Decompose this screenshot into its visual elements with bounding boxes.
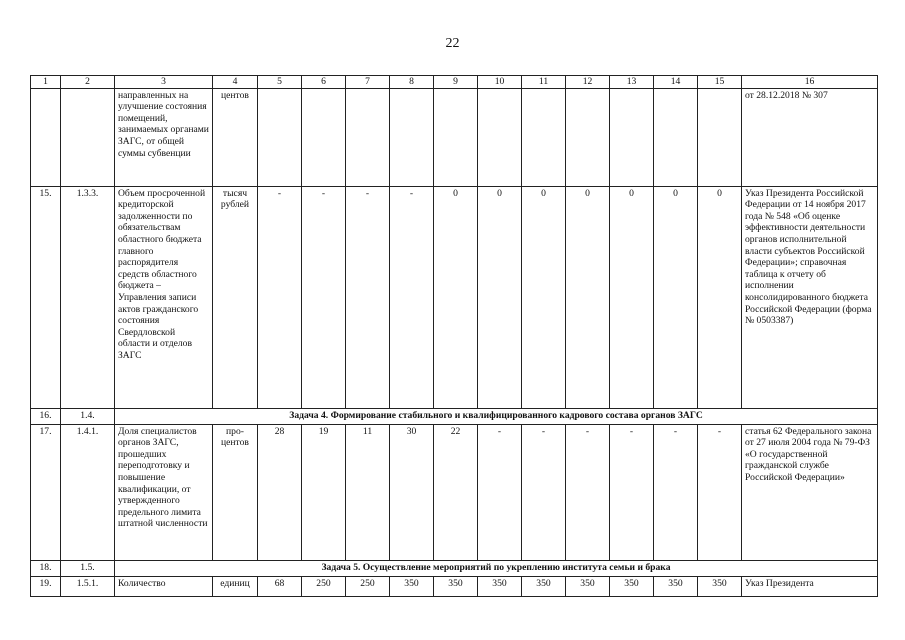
unit-cell: единиц — [213, 576, 258, 596]
value-cell: 0 — [698, 186, 742, 408]
table-row — [31, 424, 878, 560]
value-cell — [654, 88, 698, 186]
row-number-cell: 19. — [31, 576, 61, 596]
task-row — [31, 408, 878, 424]
header-cell: 9 — [434, 76, 478, 89]
value-cell: 350 — [566, 576, 610, 596]
value-cell: 19 — [302, 424, 346, 560]
value-cell: - — [566, 424, 610, 560]
indicator-name-cell: Объем просроченной кредиторской задолженности по обязательствам областного бюджета главного распорядителя средств областного бюджета – Управления записи актов гражданского состояния Свердловской области и отделов ЗАГС — [115, 186, 213, 408]
row-code-cell: 1.3.3. — [61, 186, 115, 408]
value-cell: 22 — [434, 424, 478, 560]
indicator-name-cell: Доля специалистов органов ЗАГС, прошедших переподготовку и повышение квалификации, от утвержденного предельного лимита штатной численности — [115, 424, 213, 560]
value-cell — [390, 88, 434, 186]
header-row — [31, 76, 878, 89]
value-cell: 350 — [522, 576, 566, 596]
row-code-cell: 1.4.1. — [61, 424, 115, 560]
value-cell: 0 — [522, 186, 566, 408]
value-cell: - — [698, 424, 742, 560]
value-cell: 68 — [258, 576, 302, 596]
table-row — [31, 88, 878, 186]
row-code-cell — [61, 88, 115, 186]
row-number-cell: 16. — [31, 408, 61, 424]
source-cell: от 28.12.2018 № 307 — [742, 88, 878, 186]
row-code-cell: 1.4. — [61, 408, 115, 424]
value-cell: 350 — [478, 576, 522, 596]
value-cell — [698, 88, 742, 186]
header-cell: 2 — [61, 76, 115, 89]
unit-cell: тысяч рублей — [213, 186, 258, 408]
value-cell: - — [522, 424, 566, 560]
header-cell: 8 — [390, 76, 434, 89]
task-row — [31, 560, 878, 576]
task-title-cell: Задача 5. Осуществление мероприятий по укреплению института семьи и брака — [115, 560, 878, 576]
header-cell: 12 — [566, 76, 610, 89]
value-cell — [566, 88, 610, 186]
header-cell: 13 — [610, 76, 654, 89]
header-cell: 6 — [302, 76, 346, 89]
value-cell — [610, 88, 654, 186]
header-cell: 10 — [478, 76, 522, 89]
row-number-cell: 17. — [31, 424, 61, 560]
value-cell — [302, 88, 346, 186]
row-number-cell: 18. — [31, 560, 61, 576]
value-cell: 0 — [654, 186, 698, 408]
row-number-cell — [31, 88, 61, 186]
row-code-cell: 1.5. — [61, 560, 115, 576]
value-cell: - — [478, 424, 522, 560]
value-cell — [478, 88, 522, 186]
task-title-cell: Задача 4. Формирование стабильного и квалифицированного кадрового состава органов ЗАГС — [115, 408, 878, 424]
value-cell: 350 — [654, 576, 698, 596]
value-cell — [346, 88, 390, 186]
row-code-cell: 1.5.1. — [61, 576, 115, 596]
value-cell: - — [302, 186, 346, 408]
table-row — [31, 576, 878, 596]
value-cell: - — [610, 424, 654, 560]
header-cell: 1 — [31, 76, 61, 89]
value-cell — [258, 88, 302, 186]
page-number: 22 — [445, 36, 460, 51]
value-cell: 0 — [566, 186, 610, 408]
value-cell: - — [258, 186, 302, 408]
indicator-table — [30, 75, 878, 597]
indicator-name-cell: Количество — [115, 576, 213, 596]
value-cell: - — [390, 186, 434, 408]
value-cell: 0 — [610, 186, 654, 408]
header-cell: 4 — [213, 76, 258, 89]
value-cell — [434, 88, 478, 186]
header-cell: 5 — [258, 76, 302, 89]
row-number-cell: 15. — [31, 186, 61, 408]
indicator-name-cell: направленных на улучшение состояния помещений, занимаемых органами ЗАГС, от общей суммы субвенции — [115, 88, 213, 186]
value-cell: 28 — [258, 424, 302, 560]
unit-cell: про-центов — [213, 424, 258, 560]
source-cell: статья 62 Федерального закона от 27 июля 2004 года № 79-ФЗ «О государственной гражданской службе Российской Федерации» — [742, 424, 878, 560]
value-cell: 350 — [390, 576, 434, 596]
value-cell: 250 — [346, 576, 390, 596]
header-cell: 16 — [742, 76, 878, 89]
value-cell: 11 — [346, 424, 390, 560]
value-cell: - — [346, 186, 390, 408]
value-cell: 350 — [610, 576, 654, 596]
value-cell: 350 — [434, 576, 478, 596]
header-cell: 15 — [698, 76, 742, 89]
header-cell: 14 — [654, 76, 698, 89]
value-cell: 30 — [390, 424, 434, 560]
value-cell — [522, 88, 566, 186]
unit-cell: центов — [213, 88, 258, 186]
header-cell: 3 — [115, 76, 213, 89]
value-cell: 0 — [434, 186, 478, 408]
source-cell: Указ Президента Российской Федерации от 14 ноября 2017 года № 548 «Об оценке эффективности деятельности органов исполнительной власти субъектов Российской Федерации»; справочная таблица к отчету об исполнении консолидированного бюджета Российской Федерации (форма № 0503387) — [742, 186, 878, 408]
value-cell: 350 — [698, 576, 742, 596]
value-cell: 0 — [478, 186, 522, 408]
source-cell: Указ Президента — [742, 576, 878, 596]
value-cell: - — [654, 424, 698, 560]
table-row — [31, 186, 878, 408]
value-cell: 250 — [302, 576, 346, 596]
header-cell: 7 — [346, 76, 390, 89]
header-cell: 11 — [522, 76, 566, 89]
